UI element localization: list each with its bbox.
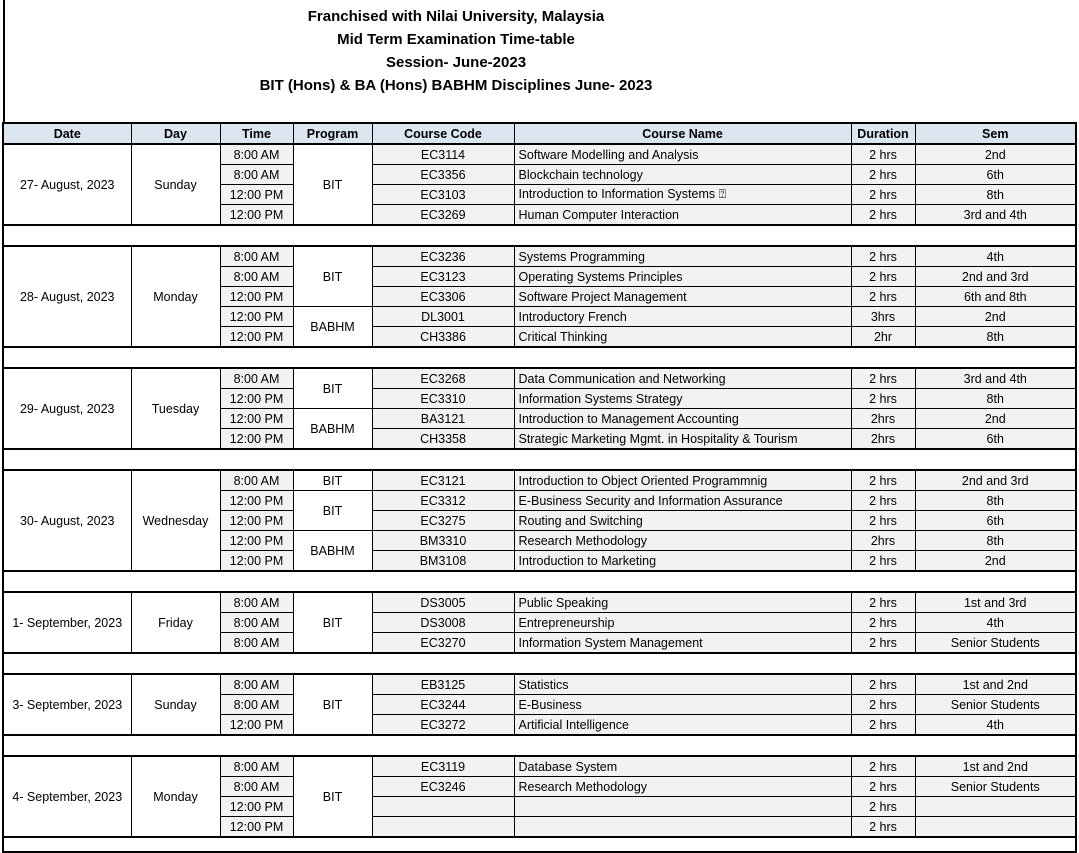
exam-timetable [2, 122, 1077, 853]
program-cell: BIT [293, 592, 372, 653]
time-cell: 12:00 PM [220, 327, 293, 348]
course-code-cell: EC3306 [372, 287, 514, 307]
course-code-cell: BM3310 [372, 531, 514, 551]
duration-cell: 2 hrs [851, 267, 915, 287]
sem-cell: 8th [915, 531, 1076, 551]
col-header-course-code: Course Code [372, 123, 514, 144]
course-code-cell: EC3269 [372, 205, 514, 226]
sem-cell: Senior Students [915, 777, 1076, 797]
course-code-cell: EC3246 [372, 777, 514, 797]
sem-cell: 8th [915, 327, 1076, 348]
group-gap [3, 225, 1076, 246]
course-name-cell: Systems Programming [514, 246, 851, 267]
duration-cell: 2 hrs [851, 633, 915, 654]
course-code-cell: CH3386 [372, 327, 514, 348]
program-cell: BIT [293, 756, 372, 837]
sem-cell: 8th [915, 389, 1076, 409]
duration-cell: 2 hrs [851, 491, 915, 511]
exam-row [3, 246, 1076, 267]
duration-cell: 2hrs [851, 531, 915, 551]
sem-cell: 4th [915, 715, 1076, 736]
day-cell: Friday [131, 592, 220, 653]
duration-cell: 2 hrs [851, 756, 915, 777]
duration-cell: 2hrs [851, 429, 915, 450]
exam-row [3, 592, 1076, 613]
course-name-cell: Artificial Intelligence [514, 715, 851, 736]
course-code-cell [372, 817, 514, 838]
course-name-cell: Routing and Switching [514, 511, 851, 531]
course-code-cell: EC3244 [372, 695, 514, 715]
duration-cell: 2 hrs [851, 674, 915, 695]
course-name-cell: Information Systems Strategy [514, 389, 851, 409]
sem-cell: 6th [915, 511, 1076, 531]
col-header-time: Time [220, 123, 293, 144]
date-cell: 4- September, 2023 [3, 756, 131, 837]
duration-cell: 2 hrs [851, 777, 915, 797]
course-code-cell: EB3125 [372, 674, 514, 695]
time-cell: 8:00 AM [220, 777, 293, 797]
duration-cell: 2 hrs [851, 144, 915, 165]
duration-cell: 2 hrs [851, 695, 915, 715]
duration-cell: 2 hrs [851, 205, 915, 226]
time-cell: 8:00 AM [220, 613, 293, 633]
day-cell: Sunday [131, 674, 220, 735]
course-code-cell: EC3275 [372, 511, 514, 531]
sem-cell: 1st and 2nd [915, 674, 1076, 695]
time-cell: 12:00 PM [220, 429, 293, 450]
sem-cell [915, 817, 1076, 838]
duration-cell: 2 hrs [851, 185, 915, 205]
course-code-cell: EC3121 [372, 470, 514, 491]
time-cell: 8:00 AM [220, 165, 293, 185]
course-code-cell: EC3123 [372, 267, 514, 287]
course-code-cell: EC3310 [372, 389, 514, 409]
time-cell: 8:00 AM [220, 592, 293, 613]
duration-cell: 2 hrs [851, 470, 915, 491]
sem-cell: 2nd [915, 307, 1076, 327]
sem-cell: 4th [915, 613, 1076, 633]
course-name-cell: Blockchain technology [514, 165, 851, 185]
duration-cell: 2 hrs [851, 613, 915, 633]
course-name-cell: Introduction to Information Systems ⍰ [514, 185, 851, 205]
sem-cell [915, 797, 1076, 817]
duration-cell: 2 hrs [851, 551, 915, 572]
course-code-cell: EC3272 [372, 715, 514, 736]
col-header-date: Date [3, 123, 131, 144]
duration-cell: 3hrs [851, 307, 915, 327]
duration-cell: 2 hrs [851, 368, 915, 389]
table-bottom-padding [3, 837, 1076, 852]
exam-row [3, 674, 1076, 695]
course-name-cell: Software Project Management [514, 287, 851, 307]
course-code-cell: BA3121 [372, 409, 514, 429]
sem-cell: 6th [915, 429, 1076, 450]
exam-row [3, 144, 1076, 165]
course-code-cell: EC3103 [372, 185, 514, 205]
exam-row [3, 756, 1076, 777]
sem-cell: 2nd [915, 409, 1076, 429]
date-cell: 30- August, 2023 [3, 470, 131, 571]
group-gap [3, 735, 1076, 756]
time-cell: 8:00 AM [220, 246, 293, 267]
course-code-cell: EC3312 [372, 491, 514, 511]
course-code-cell: DL3001 [372, 307, 514, 327]
col-header-sem: Sem [915, 123, 1076, 144]
sem-cell: 4th [915, 246, 1076, 267]
course-name-cell: Entrepreneurship [514, 613, 851, 633]
col-header-program: Program [293, 123, 372, 144]
time-cell: 8:00 AM [220, 267, 293, 287]
duration-cell: 2 hrs [851, 797, 915, 817]
course-name-cell: Research Methodology [514, 531, 851, 551]
exam-row [3, 368, 1076, 389]
course-name-cell: Database System [514, 756, 851, 777]
course-code-cell: EC3114 [372, 144, 514, 165]
duration-cell: 2 hrs [851, 287, 915, 307]
course-name-cell: Strategic Marketing Mgmt. in Hospitality & Tourism [514, 429, 851, 450]
program-cell: BIT [293, 246, 372, 307]
time-cell: 12:00 PM [220, 185, 293, 205]
course-code-cell: EC3270 [372, 633, 514, 654]
sem-cell: 6th and 8th [915, 287, 1076, 307]
program-cell: BIT [293, 491, 372, 531]
day-cell: Monday [131, 756, 220, 837]
course-code-cell: BM3108 [372, 551, 514, 572]
sem-cell: 2nd [915, 551, 1076, 572]
title-line-4: BIT (Hons) & BA (Hons) BABHM Disciplines June- 2023 [259, 77, 653, 94]
course-code-cell [372, 797, 514, 817]
sem-cell: 1st and 2nd [915, 756, 1076, 777]
program-cell: BIT [293, 144, 372, 225]
duration-cell: 2 hrs [851, 246, 915, 267]
group-gap [3, 571, 1076, 592]
course-name-cell [514, 817, 851, 838]
course-name-cell: Introduction to Marketing [514, 551, 851, 572]
course-code-cell: DS3008 [372, 613, 514, 633]
course-name-cell: Software Modelling and Analysis [514, 144, 851, 165]
date-cell: 1- September, 2023 [3, 592, 131, 653]
time-cell: 12:00 PM [220, 817, 293, 838]
title-line-3: Session- June-2023 [385, 54, 527, 71]
time-cell: 12:00 PM [220, 531, 293, 551]
course-name-cell: Introductory French [514, 307, 851, 327]
course-name-cell: Research Methodology [514, 777, 851, 797]
duration-cell: 2 hrs [851, 817, 915, 838]
program-cell: BIT [293, 470, 372, 491]
time-cell: 8:00 AM [220, 756, 293, 777]
course-name-cell: Statistics [514, 674, 851, 695]
col-header-course-name: Course Name [514, 123, 851, 144]
course-name-cell: Public Speaking [514, 592, 851, 613]
time-cell: 12:00 PM [220, 389, 293, 409]
duration-cell: 2 hrs [851, 511, 915, 531]
course-name-cell: Operating Systems Principles [514, 267, 851, 287]
program-cell: BIT [293, 674, 372, 735]
course-name-cell: Data Communication and Networking [514, 368, 851, 389]
sem-cell: Senior Students [915, 633, 1076, 654]
sem-cell: 2nd [915, 144, 1076, 165]
course-name-cell: Human Computer Interaction [514, 205, 851, 226]
sem-cell: 8th [915, 491, 1076, 511]
sem-cell: 2nd and 3rd [915, 470, 1076, 491]
time-cell: 12:00 PM [220, 409, 293, 429]
day-cell: Sunday [131, 144, 220, 225]
sem-cell: 3rd and 4th [915, 205, 1076, 226]
course-code-cell: EC3119 [372, 756, 514, 777]
time-cell: 12:00 PM [220, 205, 293, 226]
sem-cell: 1st and 3rd [915, 592, 1076, 613]
time-cell: 12:00 PM [220, 797, 293, 817]
day-cell: Monday [131, 246, 220, 347]
group-gap [3, 653, 1076, 674]
sem-cell: 8th [915, 185, 1076, 205]
time-cell: 12:00 PM [220, 307, 293, 327]
duration-cell: 2 hrs [851, 715, 915, 736]
time-cell: 12:00 PM [220, 551, 293, 572]
time-cell: 8:00 AM [220, 674, 293, 695]
col-header-day: Day [131, 123, 220, 144]
time-cell: 8:00 AM [220, 633, 293, 654]
title-line-1: Franchised with Nilai University, Malaysia [307, 8, 605, 25]
group-gap [3, 347, 1076, 368]
program-cell: BIT [293, 368, 372, 409]
duration-cell: 2hr [851, 327, 915, 348]
date-cell: 28- August, 2023 [3, 246, 131, 347]
title-line-2: Mid Term Examination Time-table [337, 31, 575, 48]
exam-row [3, 470, 1076, 491]
course-name-cell [514, 797, 851, 817]
course-code-cell: DS3005 [372, 592, 514, 613]
program-cell: BABHM [293, 307, 372, 348]
group-gap [3, 449, 1076, 470]
course-code-cell: CH3358 [372, 429, 514, 450]
time-cell: 12:00 PM [220, 491, 293, 511]
document-header [0, 5, 912, 97]
time-cell: 12:00 PM [220, 511, 293, 531]
time-cell: 8:00 AM [220, 695, 293, 715]
duration-cell: 2 hrs [851, 389, 915, 409]
time-cell: 12:00 PM [220, 287, 293, 307]
course-name-cell: Introduction to Object Oriented Programmnig [514, 470, 851, 491]
sem-cell: 3rd and 4th [915, 368, 1076, 389]
course-name-cell: E-Business [514, 695, 851, 715]
course-name-cell: E-Business Security and Information Assurance [514, 491, 851, 511]
col-header-duration: Duration [851, 123, 915, 144]
duration-cell: 2 hrs [851, 165, 915, 185]
time-cell: 8:00 AM [220, 144, 293, 165]
date-cell: 27- August, 2023 [3, 144, 131, 225]
duration-cell: 2hrs [851, 409, 915, 429]
duration-cell: 2 hrs [851, 592, 915, 613]
day-cell: Tuesday [131, 368, 220, 449]
table-header-row [3, 123, 1076, 144]
sem-cell: Senior Students [915, 695, 1076, 715]
sem-cell: 6th [915, 165, 1076, 185]
course-code-cell: EC3356 [372, 165, 514, 185]
date-cell: 3- September, 2023 [3, 674, 131, 735]
course-name-cell: Information System Management [514, 633, 851, 654]
course-code-cell: EC3236 [372, 246, 514, 267]
time-cell: 8:00 AM [220, 470, 293, 491]
course-name-cell: Critical Thinking [514, 327, 851, 348]
program-cell: BABHM [293, 531, 372, 572]
date-cell: 29- August, 2023 [3, 368, 131, 449]
time-cell: 8:00 AM [220, 368, 293, 389]
course-name-cell: Introduction to Management Accounting [514, 409, 851, 429]
day-cell: Wednesday [131, 470, 220, 571]
program-cell: BABHM [293, 409, 372, 450]
sem-cell: 2nd and 3rd [915, 267, 1076, 287]
time-cell: 12:00 PM [220, 715, 293, 736]
course-code-cell: EC3268 [372, 368, 514, 389]
